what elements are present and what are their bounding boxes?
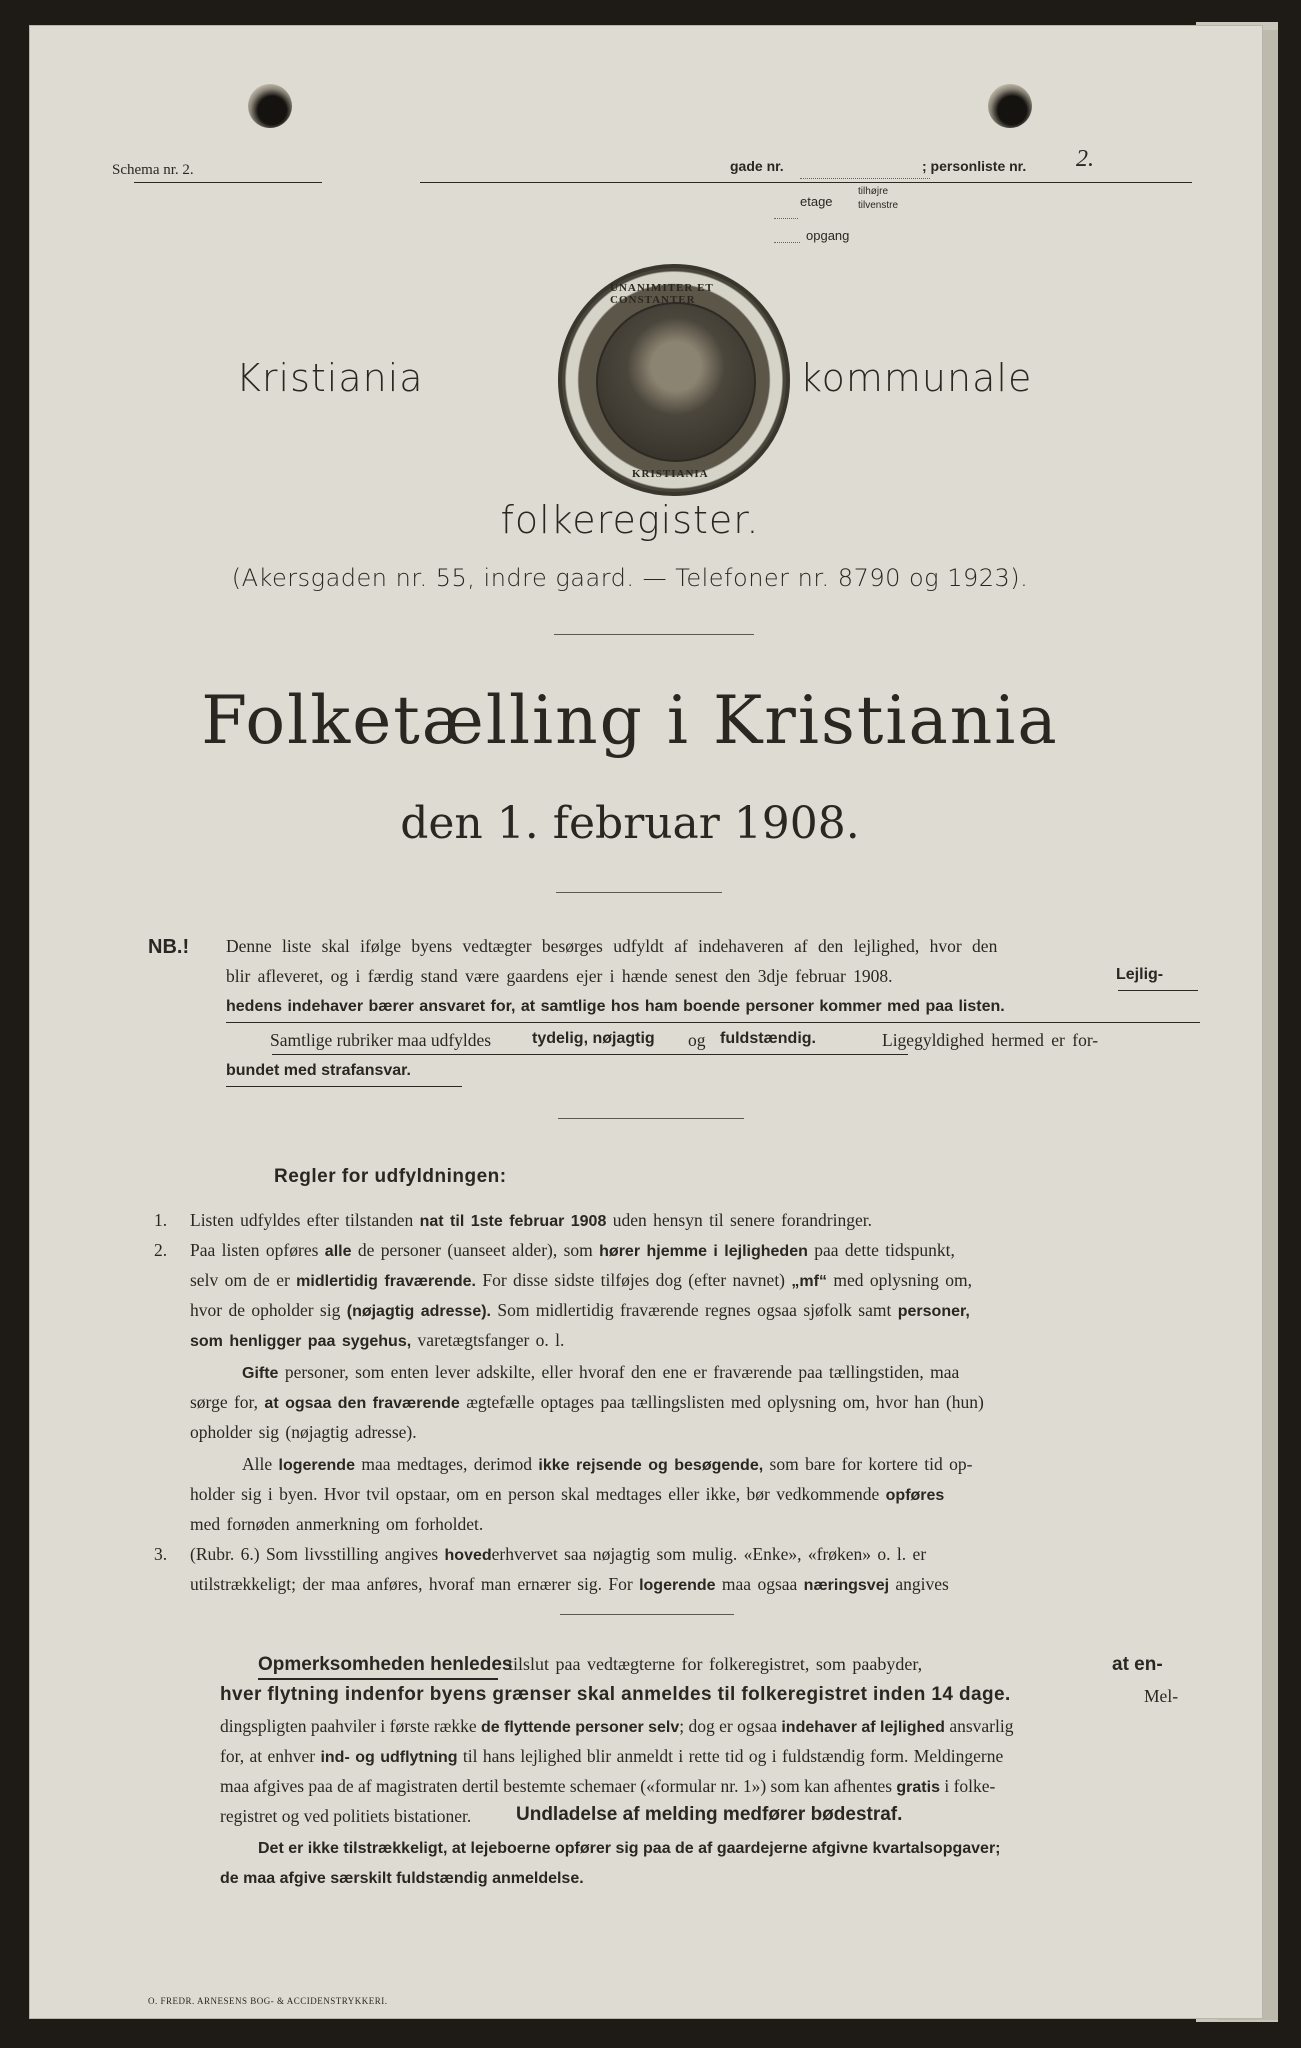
tilvenstre-label: tilvenstre (858, 200, 899, 211)
nb-line-emphasis: Lejlig- (1116, 966, 1164, 983)
nb-line: og (688, 1030, 706, 1050)
etage-field[interactable] (774, 218, 798, 219)
rule-line: Gifte personer, som enten lever adskilte, eller hvoraf den ene er fraværende paa tællingstiden, maa (242, 1362, 960, 1382)
nb-line-emphasis: fuldstændig. (720, 1030, 816, 1047)
underline (272, 1054, 908, 1055)
kristiania-seal-icon (558, 264, 790, 496)
opgang-field[interactable] (774, 242, 800, 243)
rule-line: selv om de er midlertidig fraværende. For disse sidste tilføjes dog (efter navnet) „mf“ med oplysning om, (190, 1270, 972, 1290)
rule-line: holder sig i byen. Hvor tvil opstaar, om en person skal medtages eller ikke, bør vedkommende opføres (190, 1484, 945, 1504)
printer-imprint: O. FREDR. ARNESENS BOG- & ACCIDENSTRYKKERI. (148, 1996, 388, 2006)
seal-city: KRISTIANIA (632, 468, 709, 480)
opgang-label: opgang (806, 228, 850, 243)
underline (258, 1678, 498, 1680)
nb-line-emphasis: bundet med strafansvar. (226, 1062, 411, 1079)
notice-line: registret og ved politiets bistationer. (220, 1806, 472, 1826)
rule-number: 2. (154, 1240, 168, 1260)
underline (134, 182, 322, 183)
gade-field[interactable] (800, 178, 930, 179)
underline (1118, 990, 1198, 991)
divider (554, 634, 754, 635)
rule-line: med fornøden anmerkning om forholdet. (190, 1514, 484, 1534)
nb-line: Ligegyldighed hermed er for- (882, 1030, 1099, 1050)
kommunale-label: kommunale (800, 356, 1033, 400)
rule-line: hvor de opholder sig (nøjagtig adresse). Som midlertidig fraværende regnes ogsaa sjøfolk samt personer, (190, 1300, 970, 1320)
punch-hole (248, 84, 292, 128)
divider (556, 892, 722, 893)
census-date: den 1. februar 1908. (400, 798, 860, 849)
rule-line: (Rubr. 6.) Som livsstilling angives hovederhvervet saa nøjagtig som mulig. «Enke», «frøken» o. l. er (190, 1544, 927, 1564)
nb-line: Samtlige rubriker maa udfyldes (270, 1030, 492, 1050)
rule-line: som henligger paa sygehus, varetægtsfanger o. l. (190, 1330, 565, 1350)
underline (226, 1022, 1200, 1023)
kristiania-label: Kristiania (236, 356, 424, 400)
underline (420, 182, 1192, 183)
tilhoejre-label: tilhøjre (858, 186, 889, 197)
notice-line-emphasis: de maa afgive særskilt fuldstændig anmeldelse. (220, 1870, 584, 1887)
notice-heading: Opmerksomheden henledes (258, 1654, 513, 1675)
folkeregister-label: folkeregister. (500, 498, 760, 542)
rule-line: Alle logerende maa medtages, derimod ikke rejsende og besøgende, som bare for kortere tid op- (242, 1454, 973, 1474)
rule-number: 1. (154, 1210, 168, 1230)
nb-line: Denne liste skal ifølge byens vedtægter besørges udfyldt af indehaveren af den lejlighed, hvor den (226, 936, 998, 956)
rule-line: sørge for, at ogsaa den fraværende ægtefælle optages paa tællingslisten med oplysning om, hvor han (hun) (190, 1392, 984, 1412)
notice-line: Mel- (1144, 1686, 1179, 1706)
nb-line: blir afleveret, og i færdig stand være gaardens ejer i hænde senest den 3dje februar 1908. (226, 966, 893, 986)
personliste-value: 2. (1076, 146, 1094, 172)
schema-number: Schema nr. 2. (112, 162, 194, 178)
nb-label: NB.! (148, 936, 190, 958)
rule-line: Listen udfyldes efter tilstanden nat til 1ste februar 1908 uden hensyn til senere forandringer. (190, 1210, 872, 1230)
notice-line-emphasis: hver flytning indenfor byens grænser skal anmeldes til folkeregistret inden 14 dage. (220, 1684, 1011, 1705)
personliste-label: ; personliste nr. (922, 158, 1027, 174)
rule-line: opholder sig (nøjagtig adresse). (190, 1422, 417, 1442)
main-title: Folketælling i Kristiania (201, 682, 1059, 759)
nb-line-emphasis: tydelig, nøjagtig (532, 1030, 655, 1047)
divider (560, 1614, 734, 1615)
rule-line: Paa listen opføres alle de personer (uanseet alder), som hører hjemme i lejligheden paa dette tidspunkt, (190, 1240, 955, 1260)
rule-number: 3. (154, 1544, 168, 1564)
notice-line: tilslut paa vedtægterne for folkeregistret, som paabyder, (508, 1654, 923, 1674)
notice-line-emphasis: at en- (1112, 1654, 1163, 1675)
office-address: (Akersgaden nr. 55, indre gaard. — Telefoner nr. 8790 og 1923). (231, 564, 1029, 592)
seal-emblem-icon (596, 302, 756, 462)
punch-hole (988, 84, 1032, 128)
nb-line-emphasis: hedens indehaver bærer ansvaret for, at samtlige hos ham boende personer kommer med paa listen. (226, 998, 1005, 1015)
gade-label: gade nr. (730, 158, 784, 174)
rule-line: utilstrækkeligt; der maa anføres, hvoraf man ernærer sig. For logerende maa ogsaa næringsvej angives (190, 1574, 949, 1594)
seal-motto: UNANIMITER ET CONSTANTER (610, 282, 714, 306)
notice-line-emphasis: Undladelse af melding medfører bødestraf. (516, 1804, 903, 1825)
divider (558, 1118, 744, 1119)
etage-label: etage (800, 194, 833, 209)
notice-line: dingspligten paahviler i første række de flyttende personer selv; dog er ogsaa indehaver af lejlighed ansvarlig (220, 1716, 1014, 1736)
notice-line: for, at enhver ind- og udflytning til hans lejlighed blir anmeldt i rette tid og i fuldstændig form. Meldingerne (220, 1746, 1004, 1766)
census-form-page (30, 26, 1262, 2018)
notice-line: maa afgives paa de af magistraten dertil bestemte schemaer («formular nr. 1») som kan afhentes gratis i folke- (220, 1776, 996, 1796)
notice-line-emphasis: Det er ikke tilstrækkeligt, at lejeboerne opfører sig paa de af gaardejerne afgivne kvartalsopgaver; (258, 1840, 1001, 1857)
rules-heading: Regler for udfyldningen: (274, 1166, 507, 1187)
underline (226, 1086, 462, 1087)
